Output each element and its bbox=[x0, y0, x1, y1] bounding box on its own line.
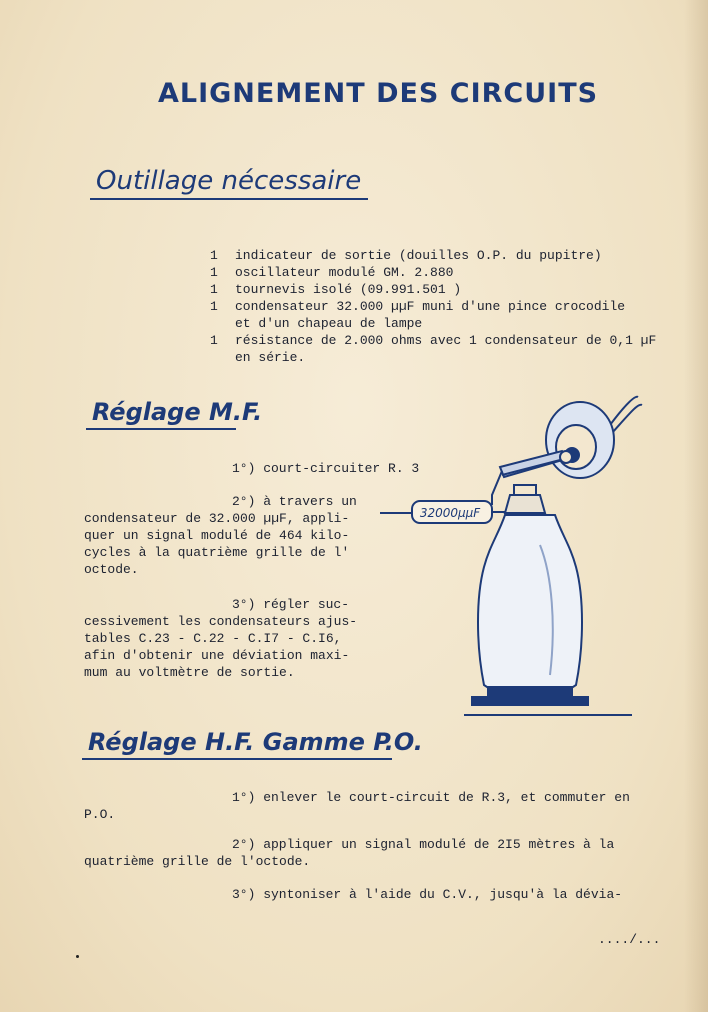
heading-underline bbox=[82, 758, 392, 760]
tube-body bbox=[478, 515, 582, 689]
continuation-mark: ..../... bbox=[598, 932, 661, 947]
step-line: P.O. bbox=[84, 807, 116, 822]
list-item bbox=[210, 281, 680, 298]
heading-reglage-hf bbox=[88, 728, 423, 760]
step-first-line: 2°) à travers un bbox=[232, 494, 357, 509]
list-item bbox=[210, 298, 680, 315]
heading-reglage-hf-text: Réglage H.F. Gamme P.O. bbox=[88, 728, 423, 756]
list-item-continuation bbox=[210, 349, 680, 366]
item-text: tournevis isolé (09.991.501 ) bbox=[235, 282, 462, 297]
heading-underline bbox=[90, 198, 368, 200]
mf-step-1: 1°) court-circuiter R. 3 bbox=[232, 461, 420, 476]
step-first-line: 3°) syntoniser à l'aide du C.V., jusqu'à la dévia- bbox=[232, 887, 623, 902]
tube-illustration bbox=[380, 385, 670, 725]
item-text: oscillateur modulé GM. 2.880 bbox=[235, 265, 454, 280]
heading-outillage bbox=[96, 166, 368, 200]
heading-outillage-text: Outillage nécessaire bbox=[96, 166, 362, 196]
item-text: indicateur de sortie (douilles O.P. du pupitre) bbox=[235, 248, 602, 263]
list-item-continuation bbox=[210, 315, 680, 332]
step-first-line: 2°) appliquer un signal modulé de 2I5 mètres à la bbox=[232, 837, 615, 852]
step-line: octode. bbox=[84, 562, 139, 577]
tube-top-cap bbox=[505, 495, 545, 513]
step-line: mum au voltmètre de sortie. bbox=[84, 665, 295, 680]
heading-reglage-mf-text: Réglage M.F. bbox=[92, 398, 263, 426]
step-first-line: 1°) enlever le court-circuit de R.3, et commuter en bbox=[232, 790, 630, 805]
item-text: en série. bbox=[235, 350, 306, 365]
item-qty: 1 bbox=[210, 299, 218, 314]
hf-step-3 bbox=[84, 886, 664, 903]
step-line: afin d'obtenir une déviation maxi- bbox=[84, 648, 350, 663]
step-line: tables C.23 - C.22 - C.I7 - C.I6, bbox=[84, 631, 342, 646]
step-line: condensateur de 32.000 µµF, appli- bbox=[84, 511, 350, 526]
capacitor-label: 32000µµF bbox=[419, 506, 481, 520]
ink-speck bbox=[76, 955, 79, 958]
list-item bbox=[210, 264, 680, 281]
mf-step-2 bbox=[84, 493, 374, 578]
mf-step-3 bbox=[84, 596, 374, 681]
step-line: cessivement les condensateurs ajus- bbox=[84, 614, 358, 629]
item-qty: 1 bbox=[210, 333, 218, 348]
item-text: et d'un chapeau de lampe bbox=[235, 316, 423, 331]
step-line: quer un signal modulé de 464 kilo- bbox=[84, 528, 350, 543]
list-item bbox=[210, 332, 680, 349]
step-line: quatrième grille de l'octode. bbox=[84, 854, 311, 869]
hf-step-1 bbox=[84, 789, 664, 823]
item-text: condensateur 32.000 µµF muni d'une pince crocodile bbox=[235, 299, 626, 314]
item-qty: 1 bbox=[210, 282, 218, 297]
heading-underline bbox=[86, 428, 236, 430]
tool-list bbox=[210, 247, 680, 366]
page-edge-shadow bbox=[684, 0, 708, 1012]
item-text: résistance de 2.000 ohms avec 1 condensateur de 0,1 µF bbox=[235, 333, 657, 348]
heading-reglage-mf bbox=[92, 398, 262, 430]
step-first-line: 3°) régler suc- bbox=[232, 597, 350, 612]
item-qty: 1 bbox=[210, 248, 218, 263]
hf-step-2 bbox=[84, 836, 664, 870]
list-item bbox=[210, 247, 680, 264]
page-title: ALIGNEMENT DES CIRCUITS bbox=[158, 78, 599, 109]
step-line: cycles à la quatrième grille de l' bbox=[84, 545, 350, 560]
item-qty: 1 bbox=[210, 265, 218, 280]
